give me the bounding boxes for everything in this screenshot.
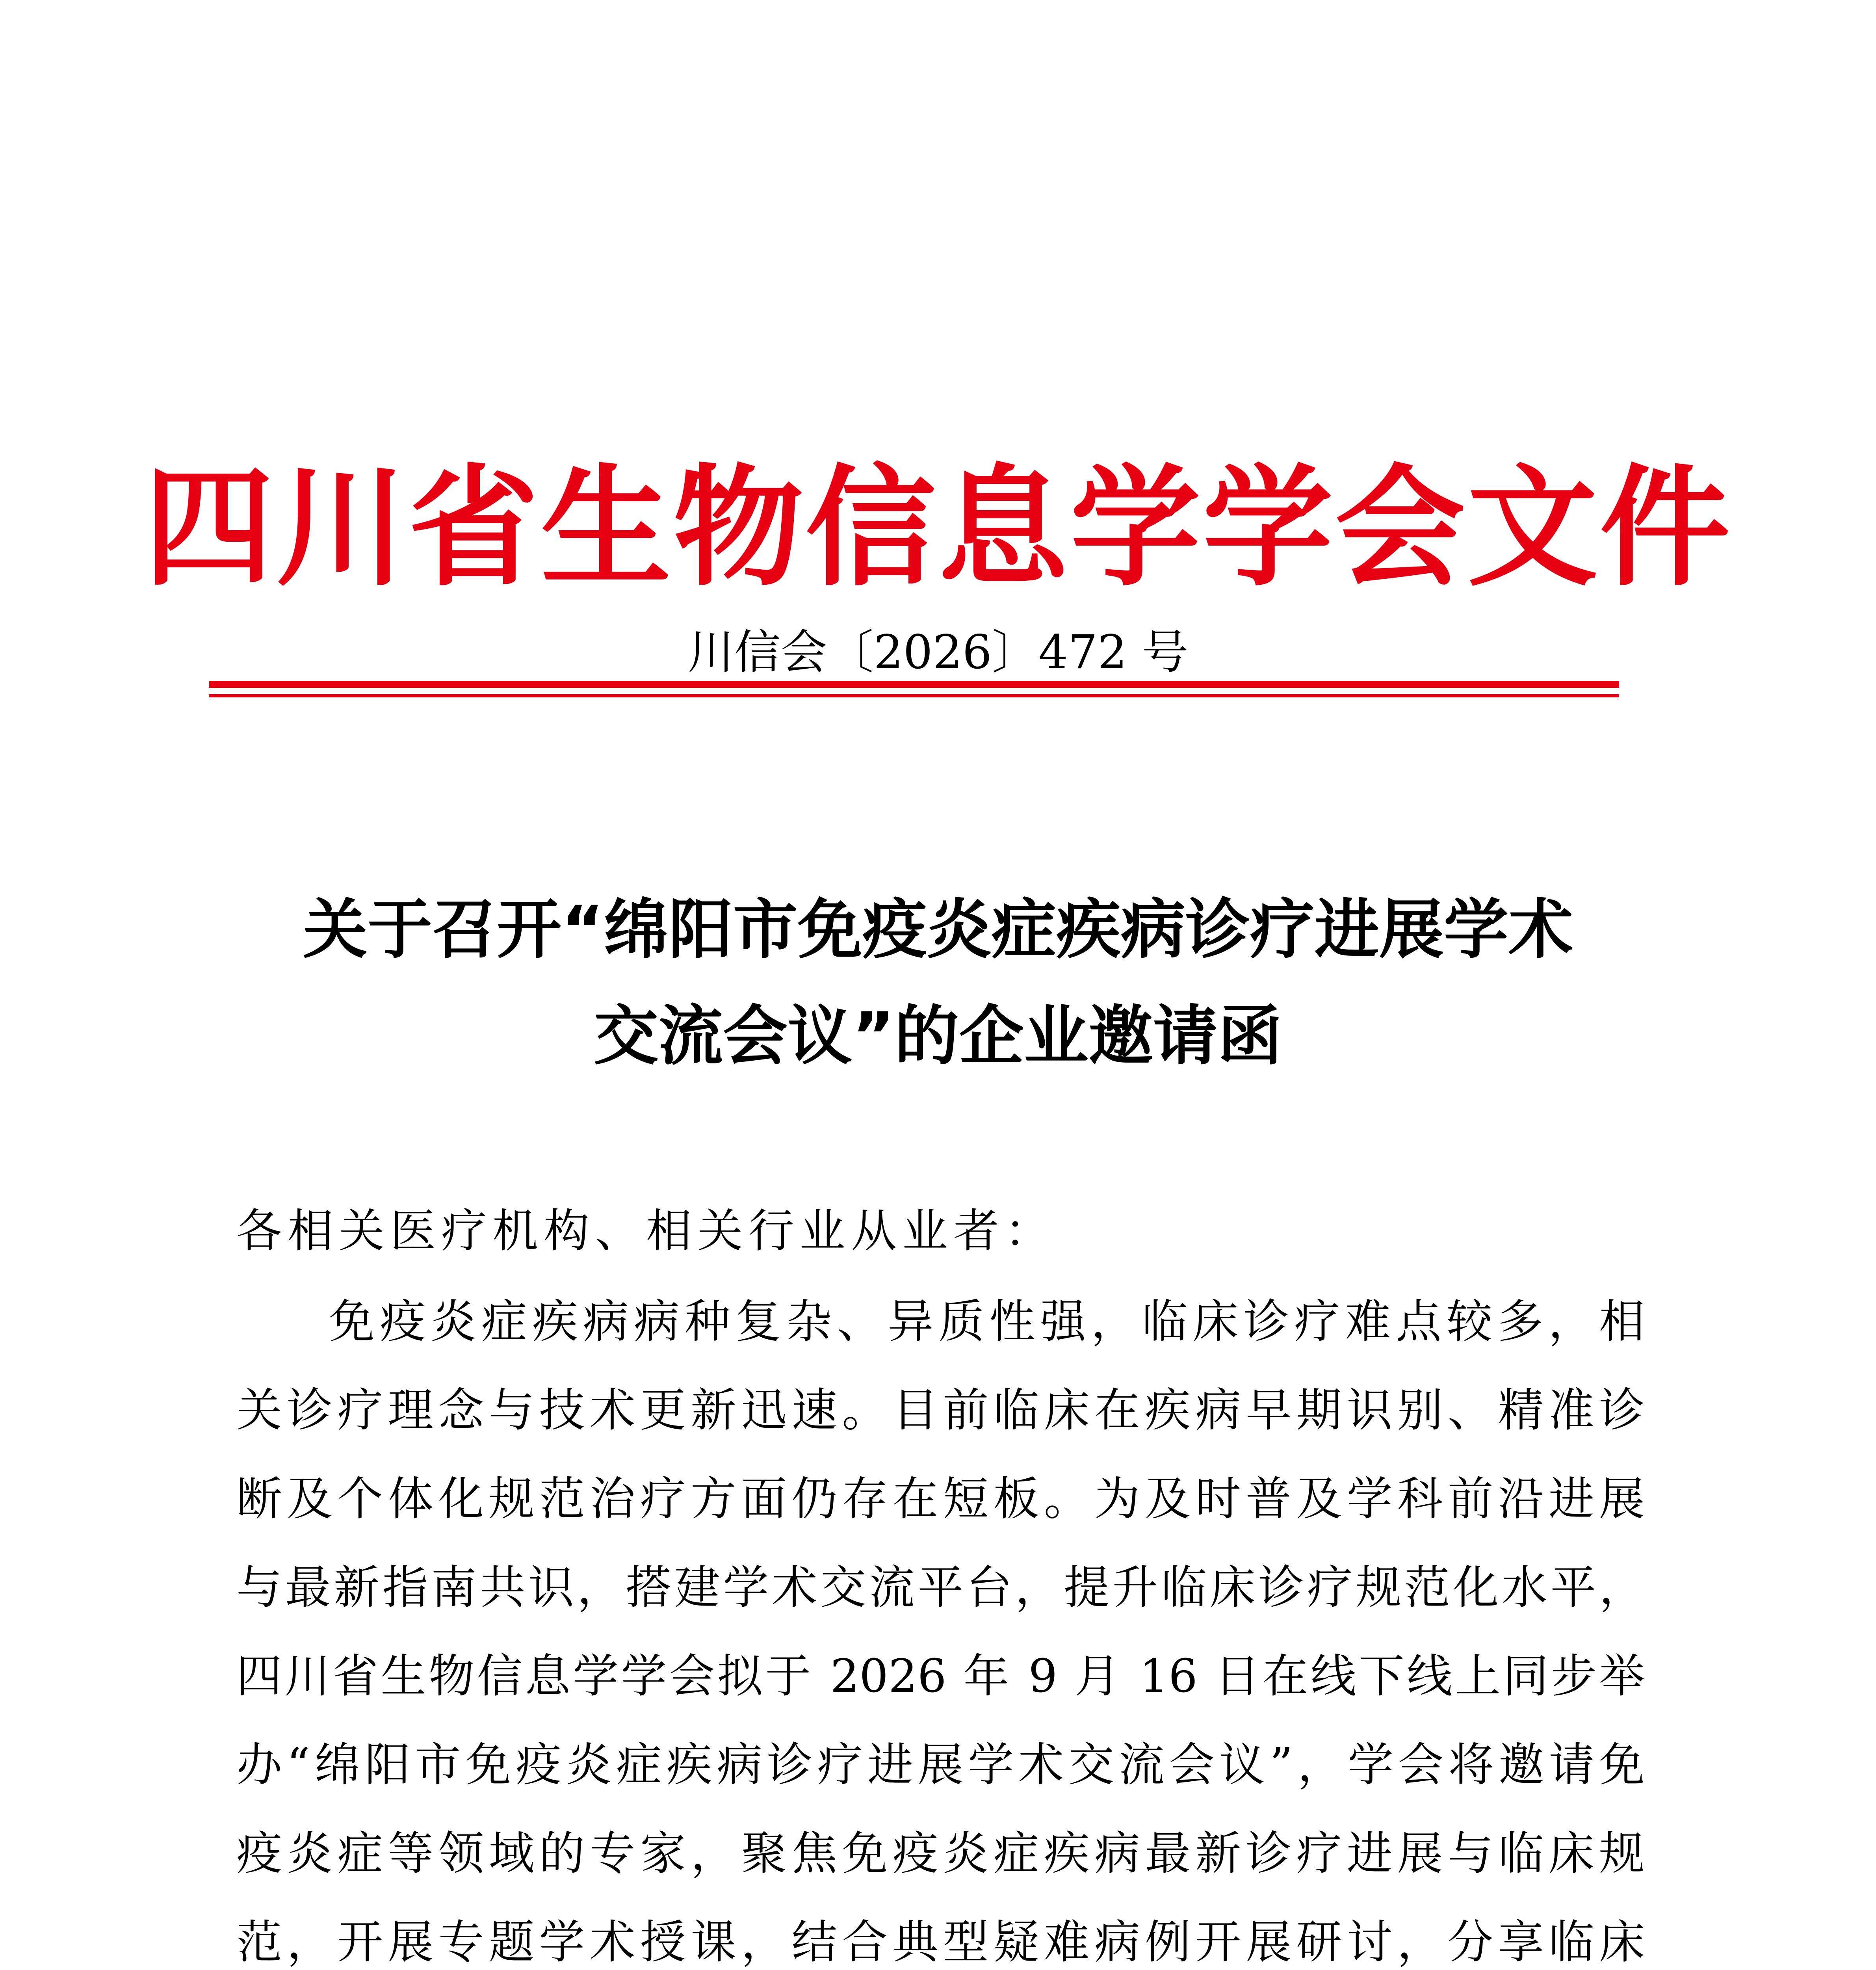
salutation: 各相关医疗机构、相关行业从业者： — [236, 1204, 1056, 1258]
body-line: 办“绵阳市免疫炎症疾病诊疗进展学术交流会议”，学会将邀请免 — [236, 1738, 1645, 1792]
body-line: 断及个体化规范治疗方面仍存在短板。为及时普及学科前沿进展 — [236, 1472, 1645, 1526]
body-line: 四川省生物信息学学会拟于 2026 年 9 月 16 日在线下线上同步举 — [236, 1650, 1645, 1703]
body-line: 免疫炎症疾病病种复杂、异质性强，临床诊疗难点较多，相 — [329, 1295, 1645, 1348]
header-divider-thin — [209, 694, 1619, 697]
document-title-line-2: 交流会议”的企业邀请函 — [594, 998, 1282, 1074]
header-divider-thick — [209, 681, 1619, 688]
issuer-header-title: 四川省生物信息学学会文件 — [144, 452, 1732, 604]
body-line: 范，开展专题学术授课，结合典型疑难病例开展研讨，分享临床 — [236, 1916, 1645, 1969]
document-number: 川信会〔2026〕472 号 — [687, 625, 1189, 679]
body-line: 关诊疗理念与技术更新迅速。目前临床在疾病早期识别、精准诊 — [236, 1384, 1645, 1437]
body-line: 疫炎症等领域的专家，聚焦免疫炎症疾病最新诊疗进展与临床规 — [236, 1827, 1645, 1880]
body-line: 与最新指南共识，搭建学术交流平台，提升临床诊疗规范化水平， — [236, 1561, 1645, 1614]
document-title-line-1: 关于召开“绵阳市免疫炎症疾病诊疗进展学术 — [303, 892, 1573, 967]
